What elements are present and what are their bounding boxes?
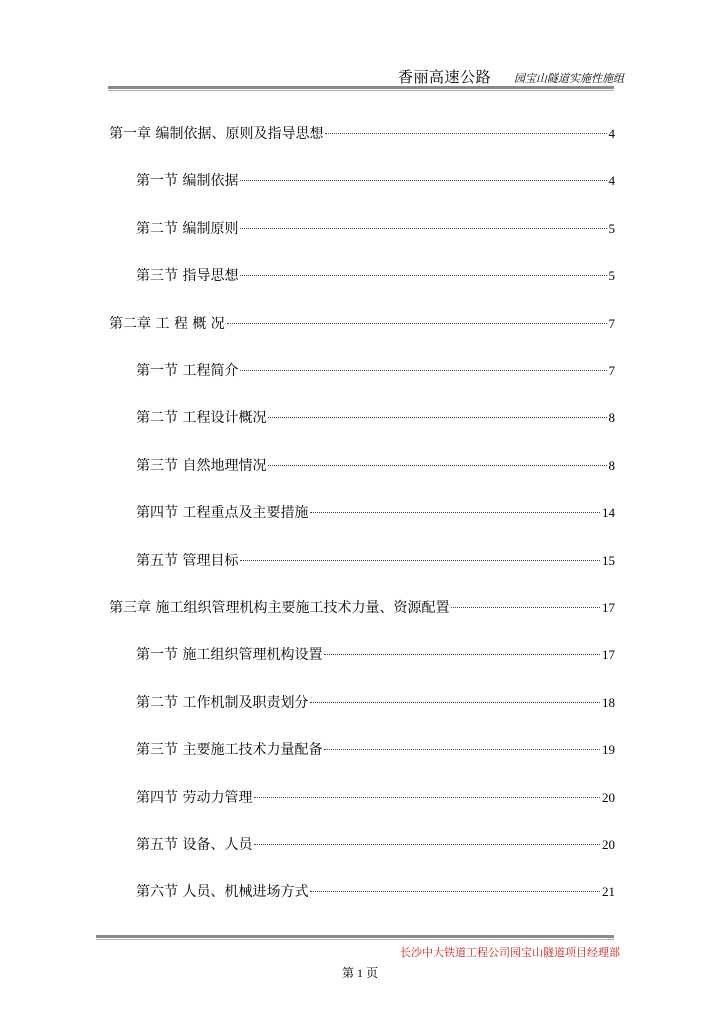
toc-entry[interactable] — [136, 740, 615, 760]
toc-entry[interactable] — [136, 171, 615, 191]
toc-entry-label: 第三章 施工组织管理机构主要施工技术力量、资源配置 — [109, 600, 450, 616]
toc-entry-label: 第六节 人员、机械进场方式 — [136, 884, 309, 900]
toc-entry-label: 第四节 工程重点及主要措施 — [136, 505, 309, 521]
toc-entry-page: 21 — [602, 884, 615, 899]
toc-entry-page: 20 — [602, 837, 615, 852]
toc-entry-label: 第三节 指导思想 — [136, 268, 239, 284]
toc-dot-leader — [324, 654, 600, 655]
toc-entry-page: 14 — [602, 505, 615, 520]
toc-entry[interactable] — [136, 645, 615, 665]
toc-dot-leader — [310, 702, 600, 703]
toc-entry-label: 第二节 工程设计概况 — [136, 410, 267, 426]
toc-entry-page: 5 — [608, 221, 615, 236]
toc-entry-label: 第一节 编制依据 — [136, 173, 239, 189]
toc-dot-leader — [310, 512, 600, 513]
toc-dot-leader — [451, 607, 600, 608]
toc-entry-page: 8 — [608, 410, 615, 425]
toc-entry[interactable] — [136, 219, 615, 239]
toc-entry-page: 17 — [602, 600, 615, 615]
toc-entry[interactable] — [109, 124, 615, 144]
toc-entry-page: 4 — [608, 173, 615, 188]
toc-entry-page: 20 — [602, 790, 615, 805]
toc-entry-page: 18 — [602, 695, 615, 710]
toc-entry[interactable] — [136, 266, 615, 286]
toc-entry[interactable] — [136, 882, 615, 902]
toc-entry[interactable] — [136, 361, 615, 381]
toc-entry-page: 7 — [608, 363, 615, 378]
toc-entry-label: 第一节 施工组织管理机构设置 — [136, 647, 323, 663]
page-header — [0, 64, 724, 86]
toc-entry[interactable] — [136, 693, 615, 713]
toc-dot-leader — [310, 891, 600, 892]
toc-entry[interactable] — [136, 456, 615, 476]
header-title: 香丽高速公路 — [398, 68, 492, 86]
toc-entry-page: 15 — [602, 553, 615, 568]
header-subtitle: 园宝山隧道实施性施组 — [514, 72, 624, 85]
toc-entry-label: 第一章 编制依据、原则及指导思想 — [109, 126, 324, 142]
toc-dot-leader — [240, 180, 606, 181]
toc-entry[interactable] — [136, 551, 615, 571]
toc-entry-page: 5 — [608, 268, 615, 283]
toc-entry[interactable] — [136, 788, 615, 808]
toc-dot-leader — [254, 844, 600, 845]
toc-dot-leader — [268, 417, 606, 418]
toc-entry[interactable] — [136, 835, 615, 855]
toc-dot-leader — [240, 370, 606, 371]
toc-entry[interactable] — [109, 598, 615, 618]
header-rule-thin — [108, 90, 614, 91]
toc-entry-page: 17 — [602, 647, 615, 662]
toc-entry-page: 7 — [608, 316, 615, 331]
toc-entry-label: 第一节 工程简介 — [136, 363, 239, 379]
header-rule-thick — [108, 86, 614, 89]
page-number: 第 1 页 — [342, 966, 379, 980]
footer-rule-thick — [96, 935, 614, 938]
toc-dot-leader — [240, 228, 606, 229]
toc-entry-label: 第二节 工作机制及职责划分 — [136, 695, 309, 711]
toc-dot-leader — [227, 323, 607, 324]
toc-entry[interactable] — [136, 503, 615, 523]
toc-entry[interactable] — [109, 314, 615, 334]
toc-entry-label: 第五节 设备、人员 — [136, 837, 253, 853]
toc-dot-leader — [240, 560, 600, 561]
toc-entry-page: 19 — [602, 742, 615, 757]
toc-dot-leader — [240, 275, 606, 276]
footer-rule-thin — [96, 939, 614, 940]
toc-dot-leader — [254, 797, 600, 798]
toc-entry-label: 第二节 编制原则 — [136, 221, 239, 237]
toc-entry-label: 第三节 自然地理情况 — [136, 458, 267, 474]
toc-entry-label: 第五节 管理目标 — [136, 553, 239, 569]
toc-entry[interactable] — [136, 408, 615, 428]
footer-company: 长沙中大铁道工程公司园宝山隧道项目经理部 — [400, 946, 620, 959]
toc-dot-leader — [325, 133, 606, 134]
toc-entry-page: 8 — [608, 458, 615, 473]
toc-dot-leader — [268, 465, 606, 466]
toc-entry-page: 4 — [608, 126, 615, 141]
toc-entry-label: 第三节 主要施工技术力量配备 — [136, 742, 323, 758]
toc-dot-leader — [324, 749, 600, 750]
toc-entry-label: 第四节 劳动力管理 — [136, 790, 253, 806]
toc-entry-label: 第二章 工 程 概 况 — [109, 316, 225, 332]
